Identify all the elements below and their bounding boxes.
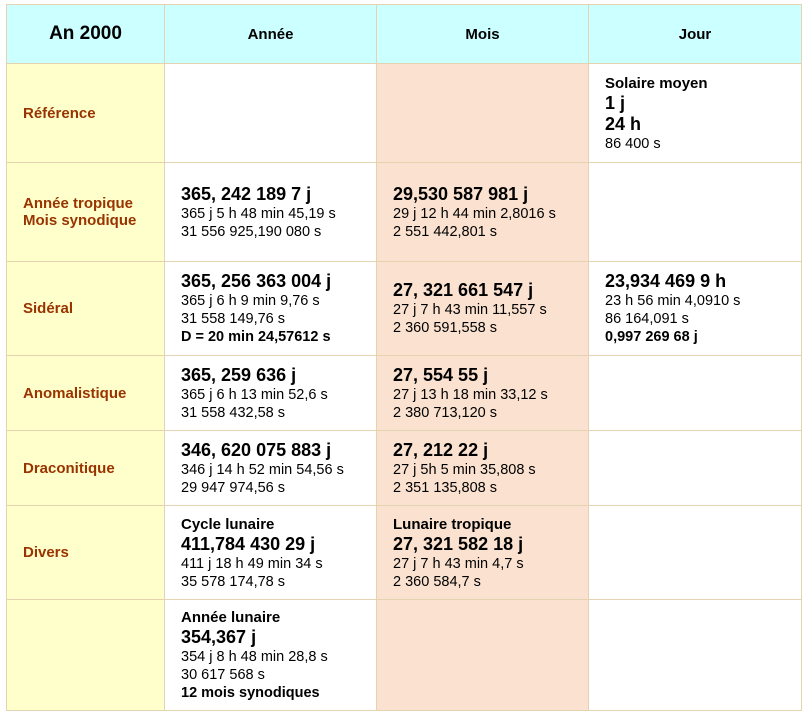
cycle-lunaire-hms: 411 j 18 h 49 min 34 s — [181, 555, 323, 572]
row-anomalistique — [7, 356, 802, 431]
anomalistique-mois-hms: 27 j 13 h 18 min 33,12 s — [393, 386, 548, 403]
tropique-annee-hms: 365 j 5 h 48 min 45,19 s — [181, 205, 336, 222]
label-draconitique: Draconitique — [23, 459, 115, 477]
annee-lunaire-hms: 354 j 8 h 48 min 28,8 s — [181, 649, 328, 665]
label-mois-synodique: Mois synodique — [23, 212, 137, 229]
cell-lunaire-annee — [165, 600, 377, 711]
row-label-tropique — [7, 163, 165, 262]
cell-draconitique-mois — [377, 431, 589, 506]
sideral-mois-seconds: 2 360 591,558 s — [393, 320, 498, 336]
cycle-lunaire-title: Cycle lunaire — [181, 515, 275, 533]
cell-sideral-jour — [589, 262, 802, 356]
annee-lunaire-seconds: 30 617 568 s — [181, 667, 265, 683]
synodique-mois-hms: 29 j 12 h 44 min 2,8016 s — [393, 205, 556, 222]
draconitique-mois-main: 27, 212 22 j — [393, 439, 489, 460]
sideral-mois-hms: 27 j 7 h 43 min 11,557 s — [393, 302, 547, 318]
sideral-annee-hms: 365 j 6 h 9 min 9,76 s — [181, 293, 320, 309]
cell-reference-annee — [165, 64, 377, 163]
synodique-mois-main: 29,530 587 981 j — [393, 183, 529, 204]
header-row — [7, 5, 802, 64]
cycle-lunaire-main: 411,784 430 29 j — [181, 533, 316, 554]
anomalistique-annee-hms: 365 j 6 h 13 min 52,6 s — [181, 386, 328, 403]
tropique-annee-main: 365, 242 189 7 j — [181, 183, 312, 204]
sideral-jour-main: 23,934 469 9 h — [605, 271, 727, 291]
header-year-2000: An 2000 — [7, 5, 165, 64]
lunaire-tropique-hms: 27 j 7 h 43 min 4,7 s — [393, 555, 524, 572]
anomalistique-mois-main: 27, 554 55 j — [393, 364, 489, 385]
annee-lunaire-main: 354,367 j — [181, 627, 257, 647]
label-anomalistique: Anomalistique — [23, 384, 127, 402]
sideral-annee-difference: D = 20 min 24,57612 s — [181, 329, 331, 345]
lunaire-tropique-main: 27, 321 582 18 j — [393, 533, 524, 554]
cell-draconitique-annee — [165, 431, 377, 506]
cell-tropique-mois — [377, 163, 589, 262]
label-sideral: Sidéral — [23, 300, 74, 317]
cell-anomalistique-jour — [589, 356, 802, 431]
header-annee: Année — [165, 5, 377, 64]
synodique-mois-seconds: 2 551 442,801 s — [393, 223, 498, 240]
label-reference: Référence — [23, 104, 96, 122]
cell-lunaire-jour — [589, 600, 802, 711]
cell-divers-jour — [589, 506, 802, 600]
cell-sideral-annee — [165, 262, 377, 356]
cell-divers-mois — [377, 506, 589, 600]
row-label-lunaire — [7, 600, 165, 711]
row-label-sideral — [7, 262, 165, 356]
row-divers — [7, 506, 802, 600]
row-label-draconitique — [7, 431, 165, 506]
sideral-annee-seconds: 31 558 149,76 s — [181, 311, 286, 327]
cell-draconitique-jour — [589, 431, 802, 506]
row-label-divers — [7, 506, 165, 600]
annee-lunaire-months: 12 mois synodiques — [181, 685, 320, 701]
sideral-jour-days: 0,997 269 68 j — [605, 329, 698, 345]
cell-lunaire-mois — [377, 600, 589, 711]
row-sideral — [7, 262, 802, 356]
header-jour: Jour — [589, 5, 802, 64]
sideral-annee-main: 365, 256 363 004 j — [181, 271, 332, 291]
anomalistique-mois-seconds: 2 380 713,120 s — [393, 404, 498, 421]
astronomy-periods-table — [6, 4, 802, 711]
anomalistique-annee-seconds: 31 558 432,58 s — [181, 404, 286, 421]
row-label-reference — [7, 64, 165, 163]
lunaire-tropique-seconds: 2 360 584,7 s — [393, 573, 481, 590]
header-mois: Mois — [377, 5, 589, 64]
row-reference — [7, 64, 802, 163]
cycle-lunaire-seconds: 35 578 174,78 s — [181, 573, 286, 590]
cell-reference-jour — [589, 64, 802, 163]
row-lunaire — [7, 600, 802, 711]
anomalistique-annee-main: 365, 259 636 j — [181, 364, 297, 385]
solaire-moyen-seconds: 86 400 s — [605, 135, 661, 152]
sideral-mois-main: 27, 321 661 547 j — [393, 280, 534, 300]
solaire-moyen-days: 1 j — [605, 92, 626, 113]
draconitique-annee-main: 346, 620 075 883 j — [181, 439, 332, 460]
tropique-annee-seconds: 31 556 925,190 080 s — [181, 223, 322, 240]
sideral-jour-hms: 23 h 56 min 4,0910 s — [605, 293, 741, 309]
draconitique-mois-hms: 27 j 5h 5 min 35,808 s — [393, 461, 536, 478]
cell-tropique-jour — [589, 163, 802, 262]
cell-anomalistique-mois — [377, 356, 589, 431]
row-tropique — [7, 163, 802, 262]
draconitique-annee-seconds: 29 947 974,56 s — [181, 479, 286, 496]
solaire-moyen-title: Solaire moyen — [605, 74, 708, 92]
label-annee-tropique: Année tropique — [23, 195, 134, 212]
draconitique-annee-hms: 346 j 14 h 52 min 54,56 s — [181, 461, 344, 478]
draconitique-mois-seconds: 2 351 135,808 s — [393, 479, 498, 496]
lunaire-tropique-title: Lunaire tropique — [393, 515, 512, 533]
cell-anomalistique-annee — [165, 356, 377, 431]
annee-lunaire-title: Année lunaire — [181, 609, 281, 626]
label-divers: Divers — [23, 544, 69, 561]
sideral-jour-seconds: 86 164,091 s — [605, 311, 689, 327]
cell-divers-annee — [165, 506, 377, 600]
row-label-anomalistique — [7, 356, 165, 431]
row-draconitique — [7, 431, 802, 506]
cell-sideral-mois — [377, 262, 589, 356]
cell-tropique-annee — [165, 163, 377, 262]
cell-reference-mois — [377, 64, 589, 163]
solaire-moyen-hours: 24 h — [605, 113, 642, 134]
